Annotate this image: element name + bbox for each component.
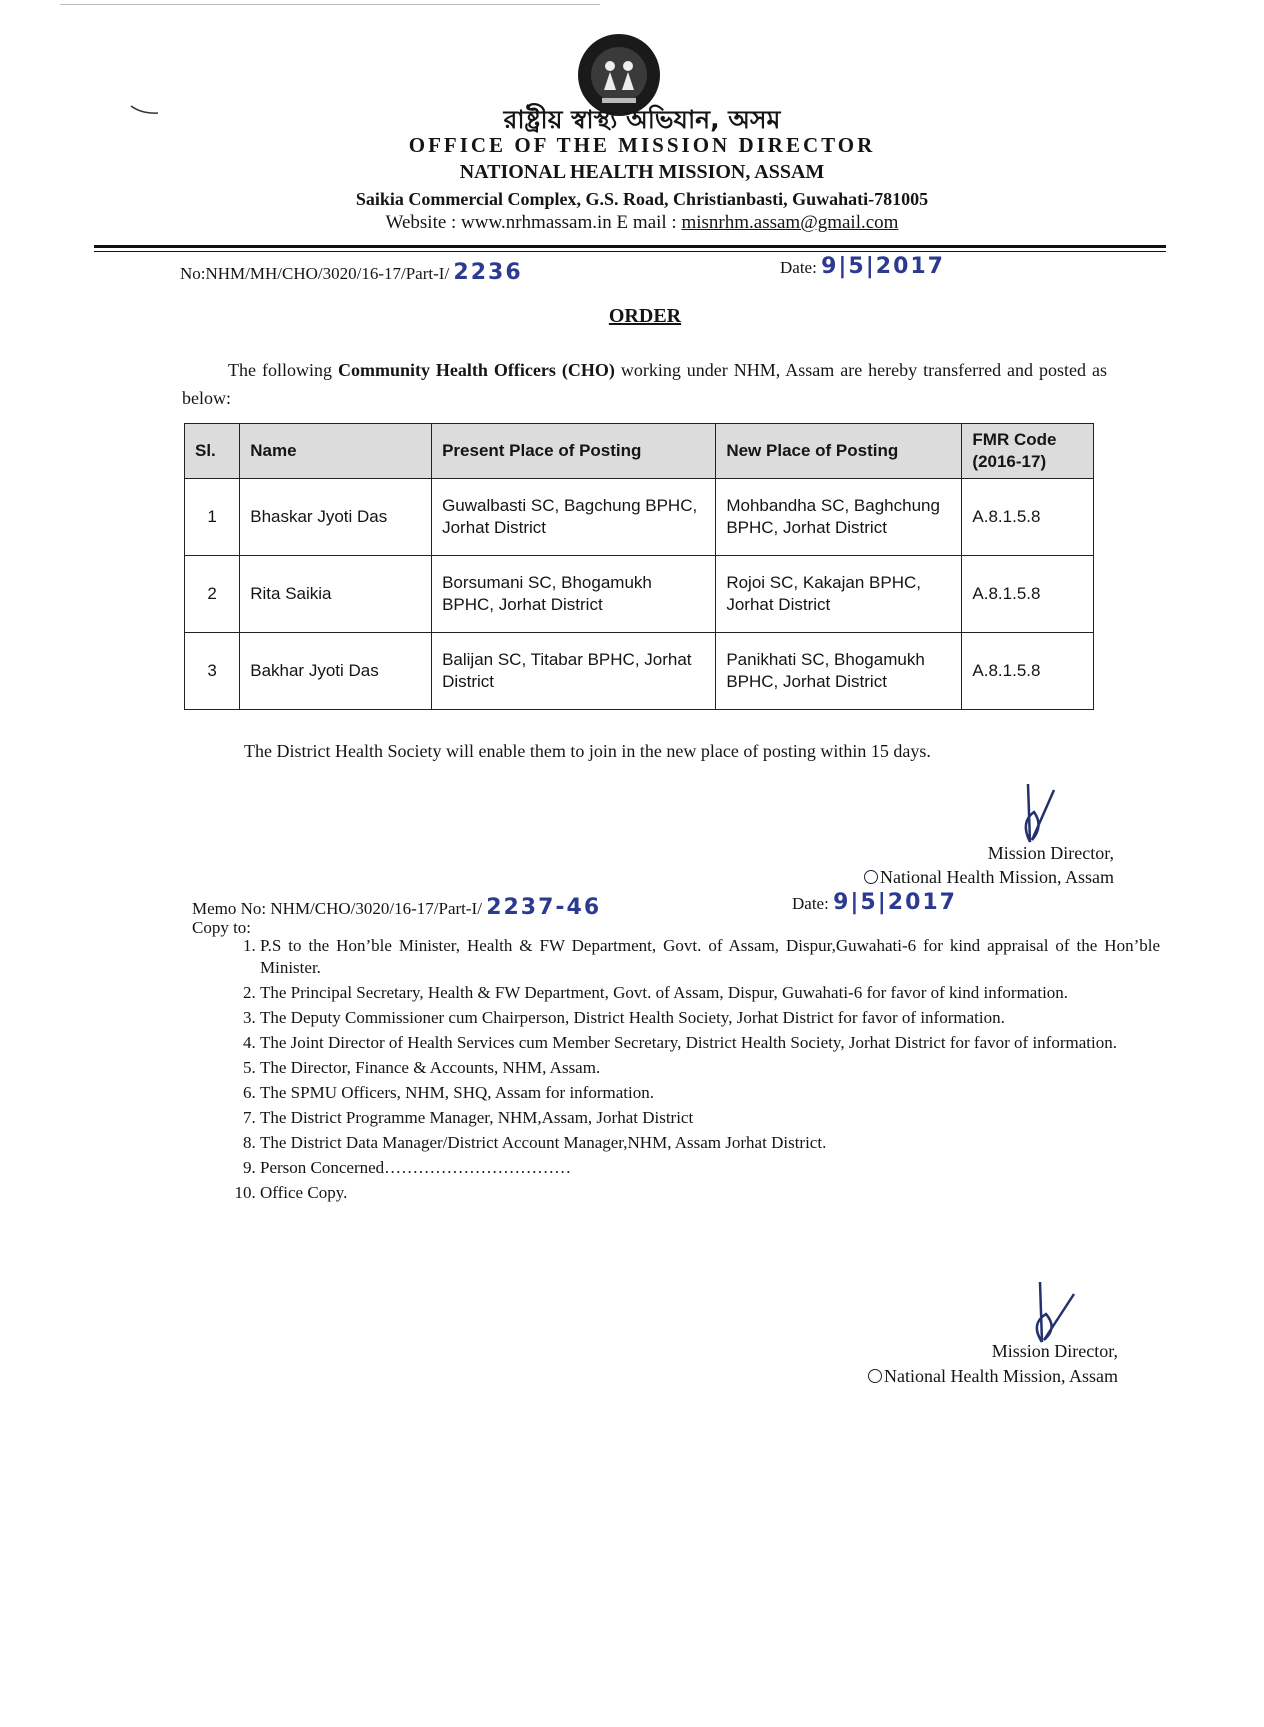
joining-instruction: The District Health Society will enable them to join in the new place of posting within 15 days. (244, 741, 931, 761)
list-item: 8. The District Data Manager/District Account Manager,NHM, Assam Jorhat District. (260, 1132, 1160, 1154)
signatory-org-text: National Health Mission, Assam (884, 1366, 1118, 1386)
reference-handwritten-date: 9|5|2017 (821, 254, 945, 279)
intro-post: working under NHM, Assam are hereby transferred and posted as below: (182, 360, 1107, 408)
cell-fmr-code: A.8.1.5.8 (962, 556, 1094, 633)
header-rule-thick (94, 245, 1166, 248)
order-heading: ORDER (608, 305, 682, 327)
bengali-title: রাষ্ট্রীয় স্বাস্থ্য অভিযান, অসম (503, 105, 781, 134)
reference-number (180, 260, 523, 285)
list-item: 7. The District Programme Manager, NHM,Assam, Jorhat District (260, 1107, 1160, 1129)
cell-name: Bhaskar Jyoti Das (240, 479, 432, 556)
memo-date-label: Date: (792, 894, 834, 913)
header-rule-thin (94, 251, 1166, 252)
cell-present-posting: Guwalbasti SC, Bagchung BPHC, Jorhat District (432, 479, 716, 556)
memo-handwritten-date: 9|5|2017 (833, 890, 957, 915)
col-header-fmr-code: FMR Code (2016-17) (962, 424, 1094, 479)
col-header-name: Name (240, 424, 432, 479)
cell-sl: 1 (185, 479, 240, 556)
memo-number (192, 895, 601, 920)
col-header-new-posting: New Place of Posting (716, 424, 962, 479)
intro-bold: Community Health Officers (CHO) (337, 360, 615, 380)
cell-new-posting: Panikhati SC, Bhogamukh BPHC, Jorhat District (716, 633, 962, 710)
cell-name: Rita Saikia (240, 556, 432, 633)
cell-present-posting: Balijan SC, Titabar BPHC, Jorhat District (432, 633, 716, 710)
copy-to-list (220, 932, 1160, 1207)
transfer-table (184, 423, 1094, 710)
signatory-org-text: National Health Mission, Assam (880, 867, 1114, 887)
table-row (185, 479, 1094, 556)
cell-fmr-code: A.8.1.5.8 (962, 633, 1094, 710)
memo-handwritten-number: 2237-46 (486, 895, 602, 920)
office-address: Saikia Commercial Complex, G.S. Road, Christianbasti, Guwahati-781005 (355, 189, 929, 209)
stamp-icon (868, 1369, 882, 1383)
list-item: 2. The Principal Secretary, Health & FW Department, Govt. of Assam, Dispur, Guwahati-6 for favor of kind information. (260, 982, 1160, 1004)
cell-name: Bakhar Jyoti Das (240, 633, 432, 710)
table-row (185, 556, 1094, 633)
stamp-icon (864, 870, 878, 884)
office-title: OFFICE OF THE MISSION DIRECTOR (408, 133, 876, 157)
cell-new-posting: Rojoi SC, Kakajan BPHC, Jorhat District (716, 556, 962, 633)
signatory-org (868, 1366, 1118, 1387)
list-item: 10. Office Copy. (260, 1182, 1160, 1204)
list-item: 9. Person Concerned…………………………… (260, 1157, 1160, 1179)
col-header-sl: Sl. (185, 424, 240, 479)
reference-date-label: Date: (780, 258, 822, 277)
reference-date (780, 254, 945, 279)
cell-new-posting: Mohbandha SC, Baghchung BPHC, Jorhat District (716, 479, 962, 556)
mission-name: NATIONAL HEALTH MISSION, ASSAM (459, 161, 825, 183)
intro-paragraph (182, 356, 1107, 412)
list-item: 6. The SPMU Officers, NHM, SHQ, Assam for information. (260, 1082, 1160, 1104)
signatory-title: Mission Director, (991, 1341, 1118, 1361)
copy-to-label: Copy to: (192, 918, 252, 937)
cell-sl: 3 (185, 633, 240, 710)
list-item: 5. The Director, Finance & Accounts, NHM, Assam. (260, 1057, 1160, 1079)
memo-prefix: Memo No: NHM/CHO/3020/16-17/Part-I/ (192, 899, 487, 918)
table-row (185, 633, 1094, 710)
cell-fmr-code: A.8.1.5.8 (962, 479, 1094, 556)
contact-line (10, 212, 1264, 234)
intro-pre: The following (228, 360, 338, 380)
list-item: 4. The Joint Director of Health Services cum Member Secretary, District Health Society, Jorhat District for favor of information. (260, 1032, 1160, 1054)
scan-edge-line (60, 4, 600, 5)
website-label: Website : www.nrhmassam.in E mail : (385, 212, 682, 233)
col-header-present-posting: Present Place of Posting (432, 424, 716, 479)
email-link[interactable]: misnrhm.assam@gmail.com (681, 212, 899, 233)
list-item: 3. The Deputy Commissioner cum Chairperson, District Health Society, Jorhat District for favor of information. (260, 1007, 1160, 1029)
signature-mark (1020, 1280, 1080, 1350)
memo-date (792, 890, 957, 915)
signatory-org (864, 867, 1114, 888)
reference-prefix: No:NHM/MH/CHO/3020/16-17/Part-I/ (180, 264, 454, 283)
table-header-row (185, 424, 1094, 479)
signature-mark (1010, 782, 1060, 852)
cell-present-posting: Borsumani SC, Bhogamukh BPHC, Jorhat District (432, 556, 716, 633)
signatory-title: Mission Director, (987, 843, 1114, 863)
cell-sl: 2 (185, 556, 240, 633)
list-item: 1. P.S to the Hon’ble Minister, Health & FW Department, Govt. of Assam, Dispur,Guwahati-6 for kind appraisal of the Hon’ble Minister. (260, 935, 1160, 979)
reference-handwritten-number: 2236 (453, 260, 523, 285)
